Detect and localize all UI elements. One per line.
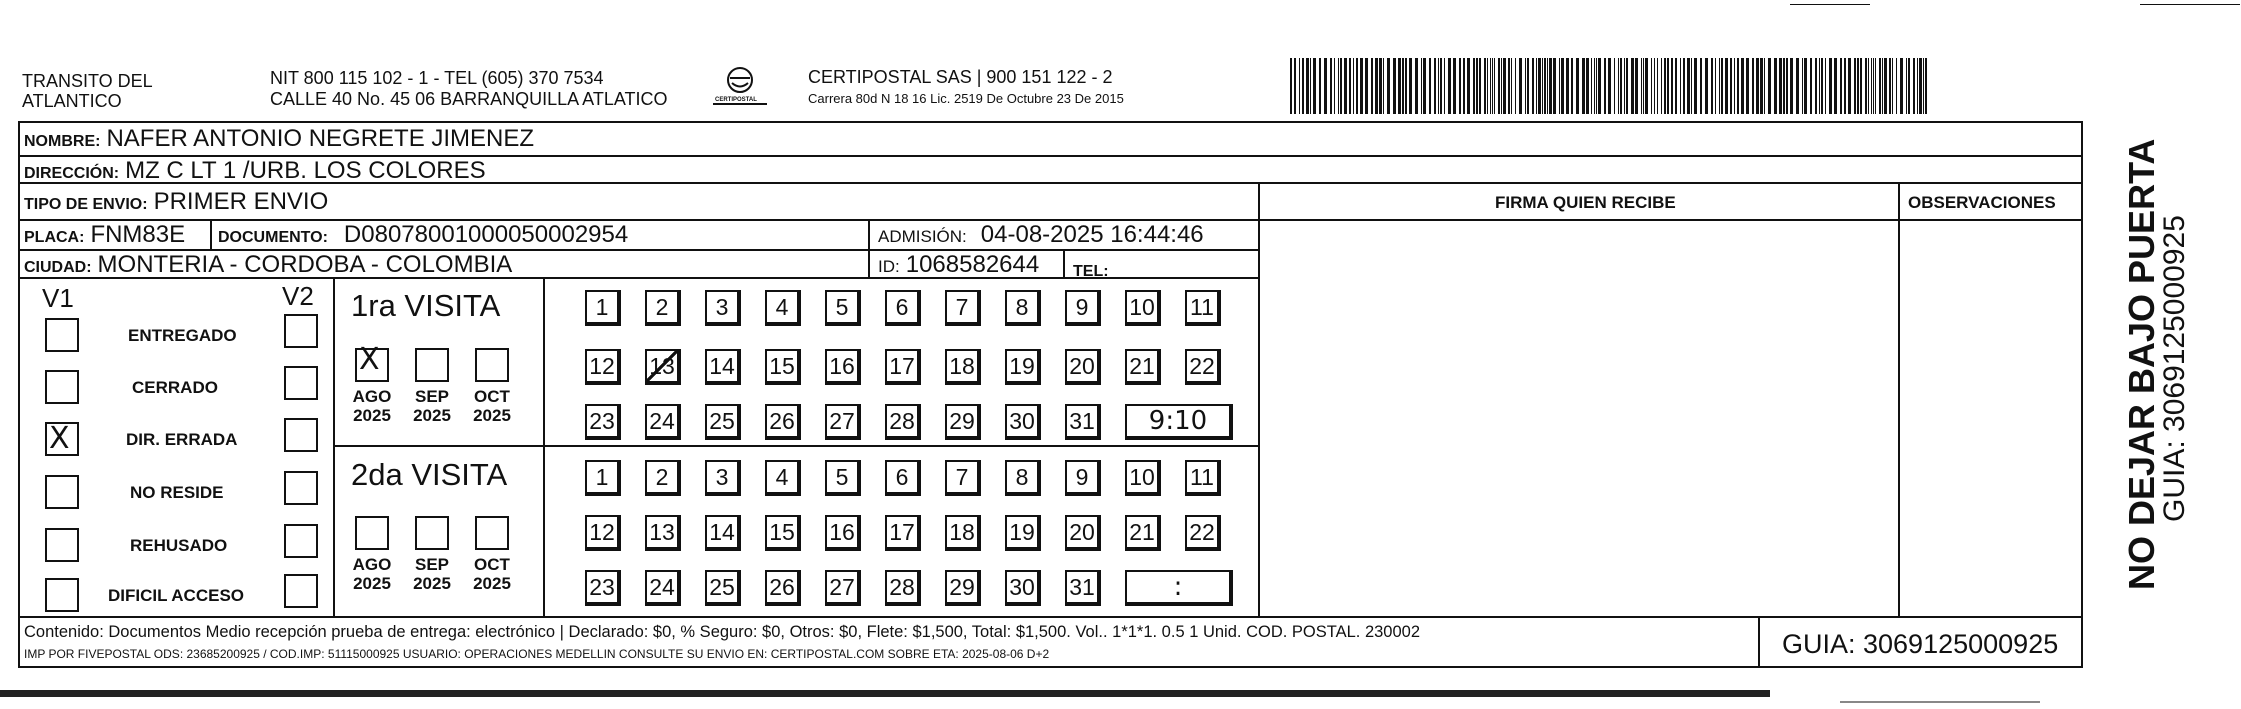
placa-label: PLACA: [24,229,85,246]
documento-field [218,223,628,247]
v1-dir-errada-mark: X [49,421,70,456]
day-box[interactable]: 18 [945,349,981,385]
month-year: 2025 [413,573,451,593]
day-box[interactable]: 2 [645,460,681,496]
day-box[interactable]: 16 [825,515,861,551]
day-box[interactable]: 23 [585,570,621,606]
day-box[interactable]: 17 [885,515,921,551]
day-box[interactable]: 25 [705,404,741,440]
v2-checkbox[interactable] [284,471,318,505]
scan-artifact-bar [0,690,1770,697]
visit-time-box[interactable]: 9:10 [1125,404,1233,440]
day-box[interactable]: 28 [885,404,921,440]
v1-checkbox[interactable] [45,318,79,352]
month-checkbox[interactable] [355,516,389,550]
id-label: ID: [878,257,900,276]
day-box[interactable]: 8 [1005,460,1041,496]
tel-label: TEL: [1073,263,1109,280]
day-box[interactable]: 9 [1065,290,1101,326]
day-box[interactable]: 21 [1125,349,1161,385]
barcode [1290,58,1930,114]
day-box[interactable]: 5 [825,460,861,496]
day-box[interactable]: 10 [1125,290,1161,326]
month-name: AGO [352,387,392,406]
day-box[interactable]: 27 [825,404,861,440]
day-box[interactable]: 30 [1005,404,1041,440]
day-box[interactable]: 8 [1005,290,1041,326]
logo-text: CERTIPOSTAL [715,97,757,103]
day-box[interactable]: 22 [1185,515,1221,551]
day-box[interactable]: 30 [1005,570,1041,606]
month-label [347,388,397,425]
month-name: OCT [474,387,510,406]
month-label [407,388,457,425]
rule [333,445,1258,447]
issuer-address-line: CALLE 40 No. 45 06 BARRANQUILLA ATLATICO [270,89,668,109]
scan-artifact-line [2140,4,2240,5]
direccion-field [24,159,486,183]
v1-checkbox[interactable] [45,578,79,612]
admision-field [878,223,1204,247]
v2-checkbox[interactable] [284,418,318,452]
status-option-label: ENTREGADO [128,326,237,345]
issuer-name-line1: TRANSITO DEL [22,71,153,91]
status-option-label: CERRADO [132,378,218,397]
day-box[interactable]: 26 [765,570,801,606]
month-checkbox[interactable] [475,348,509,382]
ciudad-value: MONTERIA - CORDOBA - COLOMBIA [97,251,513,278]
documento-value: D08078001000050002954 [343,221,629,248]
observaciones-label: OBSERVACIONES [1908,193,2056,212]
v1-checkbox[interactable] [45,528,79,562]
month-checkbox[interactable] [475,516,509,550]
tipo-envio-label: TIPO DE ENVIO: [24,196,148,213]
day-box[interactable]: 10 [1125,460,1161,496]
direccion-label: DIRECCIÓN: [24,165,120,182]
v1-checkbox[interactable] [45,370,79,404]
rule [1898,182,1900,616]
day-box[interactable]: 27 [825,570,861,606]
day-box[interactable]: 14 [705,515,741,551]
nombre-field [24,127,534,151]
ciudad-field [24,253,512,277]
guia-box: GUIA: 3069125000925 [1782,629,2059,659]
day-box[interactable]: 2 [645,290,681,326]
day-box[interactable]: 31 [1065,404,1101,440]
month-year: 2025 [353,405,391,425]
rule [1758,616,1760,668]
rule [868,219,870,277]
status-option-label: DIFICIL ACCESO [108,586,245,605]
first-visit-ago-mark: X [359,342,380,377]
certipostal-logo [705,64,775,110]
admision-value: 04-08-2025 16:44:46 [980,221,1204,248]
day-box[interactable]: 24 [645,570,681,606]
day-box[interactable]: 23 [585,404,621,440]
rule [1258,182,1260,616]
status-option-label: DIR. ERRADA [126,430,238,449]
day-box[interactable]: 26 [765,404,801,440]
day-box[interactable]: 18 [945,515,981,551]
day-box[interactable]: 11 [1185,290,1221,326]
day-box[interactable]: 13 [645,515,681,551]
day-box[interactable]: 19 [1005,515,1041,551]
month-year: 2025 [473,573,511,593]
day-box[interactable]: 15 [765,349,801,385]
day-box[interactable]: 29 [945,570,981,606]
issuer-name-line2: ATLANTICO [22,91,122,111]
day-box[interactable]: 12 [585,349,621,385]
tipo-envio-field [24,190,328,214]
day-box[interactable]: 6 [885,460,921,496]
id-value: 1068582644 [905,251,1040,278]
day-box-marked[interactable]: 13 [645,349,681,385]
status-option-label: NO RESIDE [130,483,224,502]
day-box[interactable]: 25 [705,570,741,606]
day-box[interactable]: 3 [705,290,741,326]
day-box[interactable]: 20 [1065,515,1101,551]
day-box[interactable]: 1 [585,460,621,496]
scan-artifact-line [1790,4,1870,5]
month-label [407,556,457,593]
status-option-label: REHUSADO [130,536,228,555]
v2-checkbox[interactable] [284,314,318,348]
month-checkbox[interactable] [415,348,449,382]
first-visit-title: 1ra VISITA [351,288,501,323]
month-year: 2025 [473,405,511,425]
imp-line: IMP POR FIVEPOSTAL ODS: 23685200925 / COD.IMP: 51115000925 USUARIO: OPERACIONES MEDELLIN CONSULTE SU ENVIO EN: CERTIPOSTAL.COM SOBRE ETA: 2025-08-06 D+2 [24,647,1050,661]
scan-artifact-bar [1840,701,2040,703]
day-box[interactable]: 7 [945,290,981,326]
day-box[interactable]: 6 [885,290,921,326]
v2-checkbox[interactable] [284,524,318,558]
rule [210,219,212,249]
month-name: OCT [474,555,510,574]
month-label [467,388,517,425]
rule [18,616,2083,618]
carrier-line1: CERTIPOSTAL SAS | 900 151 122 - 2 [808,67,1113,87]
direccion-value: MZ C LT 1 /URB. LOS COLORES [125,157,486,184]
firma-label: FIRMA QUIEN RECIBE [1495,193,1676,212]
v2-checkbox[interactable] [284,574,318,608]
second-visit-title: 2da VISITA [351,457,508,492]
month-year: 2025 [353,573,391,593]
day-box[interactable]: 22 [1185,349,1221,385]
nombre-label: NOMBRE: [24,133,101,150]
day-box[interactable]: 31 [1065,570,1101,606]
day-box[interactable]: 1 [585,290,621,326]
month-label [347,556,397,593]
rule [1258,219,2083,221]
tel-field [1073,257,1115,281]
id-field [878,253,1039,277]
day-box[interactable]: 5 [825,290,861,326]
day-box[interactable]: 11 [1185,460,1221,496]
day-box[interactable]: 3 [705,460,741,496]
v1-checkbox[interactable] [45,475,79,509]
day-box[interactable]: 7 [945,460,981,496]
month-name: AGO [352,555,392,574]
rule [543,277,545,616]
visit-time-box[interactable]: : [1125,570,1233,606]
issuer-nit-line: NIT 800 115 102 - 1 - TEL (605) 370 7534 [270,68,604,88]
rule [333,277,335,616]
nombre-value: NAFER ANTONIO NEGRETE JIMENEZ [106,125,535,152]
contenido-line: Contenido: Documentos Medio recepción prueba de entrega: electrónico | Declarado: $0, % Seguro: $0, Otros: $0, Flete: $1,500, Total: $1,500. Vol.. 1*1*1. 0.5 1 Unid. COD. POSTAL. 230002 [24,623,1421,641]
day-box[interactable]: 15 [765,515,801,551]
day-box[interactable]: 29 [945,404,981,440]
side-guia: GUIA: 3069125000925 [2158,215,2191,522]
day-box[interactable]: 21 [1125,515,1161,551]
day-box[interactable]: 20 [1065,349,1101,385]
placa-value: FNM83E [90,221,186,248]
month-checkbox[interactable] [415,516,449,550]
placa-field [24,223,185,247]
admision-label: ADMISIÓN: [878,227,967,246]
month-label [467,556,517,593]
day-box[interactable]: 4 [765,460,801,496]
day-box[interactable]: 12 [585,515,621,551]
day-box[interactable]: 28 [885,570,921,606]
ciudad-label: CIUDAD: [24,259,92,276]
day-box[interactable]: 14 [705,349,741,385]
day-box[interactable]: 24 [645,404,681,440]
month-name: SEP [414,555,450,574]
day-box[interactable]: 19 [1005,349,1041,385]
rule [1063,249,1065,277]
documento-label: DOCUMENTO: [218,229,328,246]
side-text [2088,138,2198,650]
v1-label: V1 [42,283,74,313]
tipo-envio-value: PRIMER ENVIO [153,188,329,215]
month-year: 2025 [413,405,451,425]
day-box[interactable]: 17 [885,349,921,385]
day-box[interactable]: 16 [825,349,861,385]
side-warning: NO DEJAR BAJO PUERTA [2121,138,2162,590]
v2-checkbox[interactable] [284,366,318,400]
month-name: SEP [414,387,450,406]
day-box[interactable]: 4 [765,290,801,326]
day-box[interactable]: 9 [1065,460,1101,496]
carrier-line2: Carrera 80d N 18 16 Lic. 2519 De Octubre 23 De 2015 [808,91,1124,106]
v2-label: V2 [282,281,314,311]
